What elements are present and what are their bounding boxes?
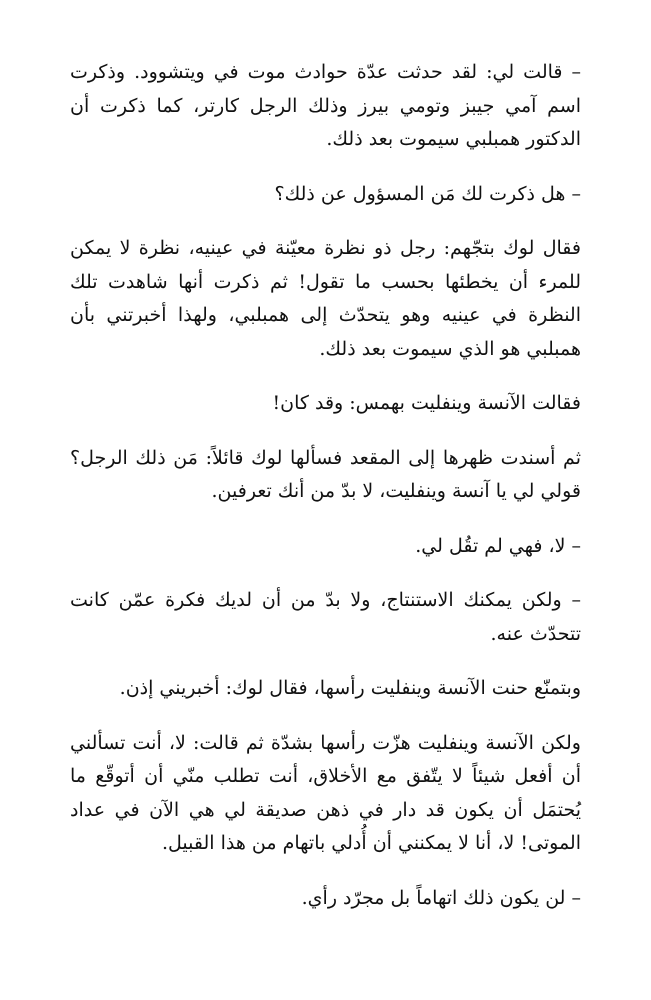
dialogue-paragraph-1: – قالت لي: لقد حدثت عدّة حوادث موت في ويتشوود. وذكرت اسم آمي جيبز وتومي بيرز وذلك الرجل كارتر، كما ذكرت أن الدكتور همبلبي سيموت بعد ذلك. [70, 61, 581, 150]
narration-paragraph-4: فقالت الآنسة وينفليت بهمس: وقد كان! [272, 392, 581, 414]
narration-paragraph-8: وبتمنّع حنت الآنسة وينفليت رأسها، فقال لوك: أخبريني إذن. [119, 677, 581, 699]
dialogue-paragraph-7: – ولكن يمكنك الاستنتاج، ولا بدّ من أن لديك فكرة عمّن كانت تتحدّث عنه. [70, 589, 581, 645]
dialogue-paragraph-10: – لن يكون ذلك اتهاماً بل مجرّد رأي. [301, 886, 581, 909]
dialogue-paragraph-6: – لا، فهي لم تقُل لي. [415, 534, 581, 557]
narration-paragraph-9: ولكن الآنسة وينفليت هزّت رأسها بشدّة ثم قالت: لا، أنت تسألني أن أفعل شيئاً لا يتّفق مع الأخلاق، أنت تطلب منّي أن أتوقّع ما يُحتمَل أن يكون قد دار في ذهن صديقة لي هي الآن في عداد الموتى! لا، أنا لا يمكنني أن أُدلي باتهام من هذا القبيل. [70, 731, 581, 854]
narration-paragraph-3: فقال لوك بتجّهم: رجل ذو نظرة معيّنة في عينيه، نظرة لا يمكن للمرء أن يخطئها بحسب ما تقول! ثم ذكرت أنها شاهدت تلك النظرة في عينيه وهو يتحدّث إلى همبلبي، ولهذا أخبرتني بأن همبلبي هو الذي سيموت بعد ذلك. [70, 237, 581, 360]
narration-paragraph-5: ثم أسندت ظهرها إلى المقعد فسألها لوك قائلاً: مَن ذلك الرجل؟ قولي لي يا آنسة وينفليت، لا بدّ من أنك تعرفين. [70, 446, 581, 502]
dialogue-paragraph-2: – هل ذكرت لك مَن المسؤول عن ذلك؟ [274, 182, 581, 205]
